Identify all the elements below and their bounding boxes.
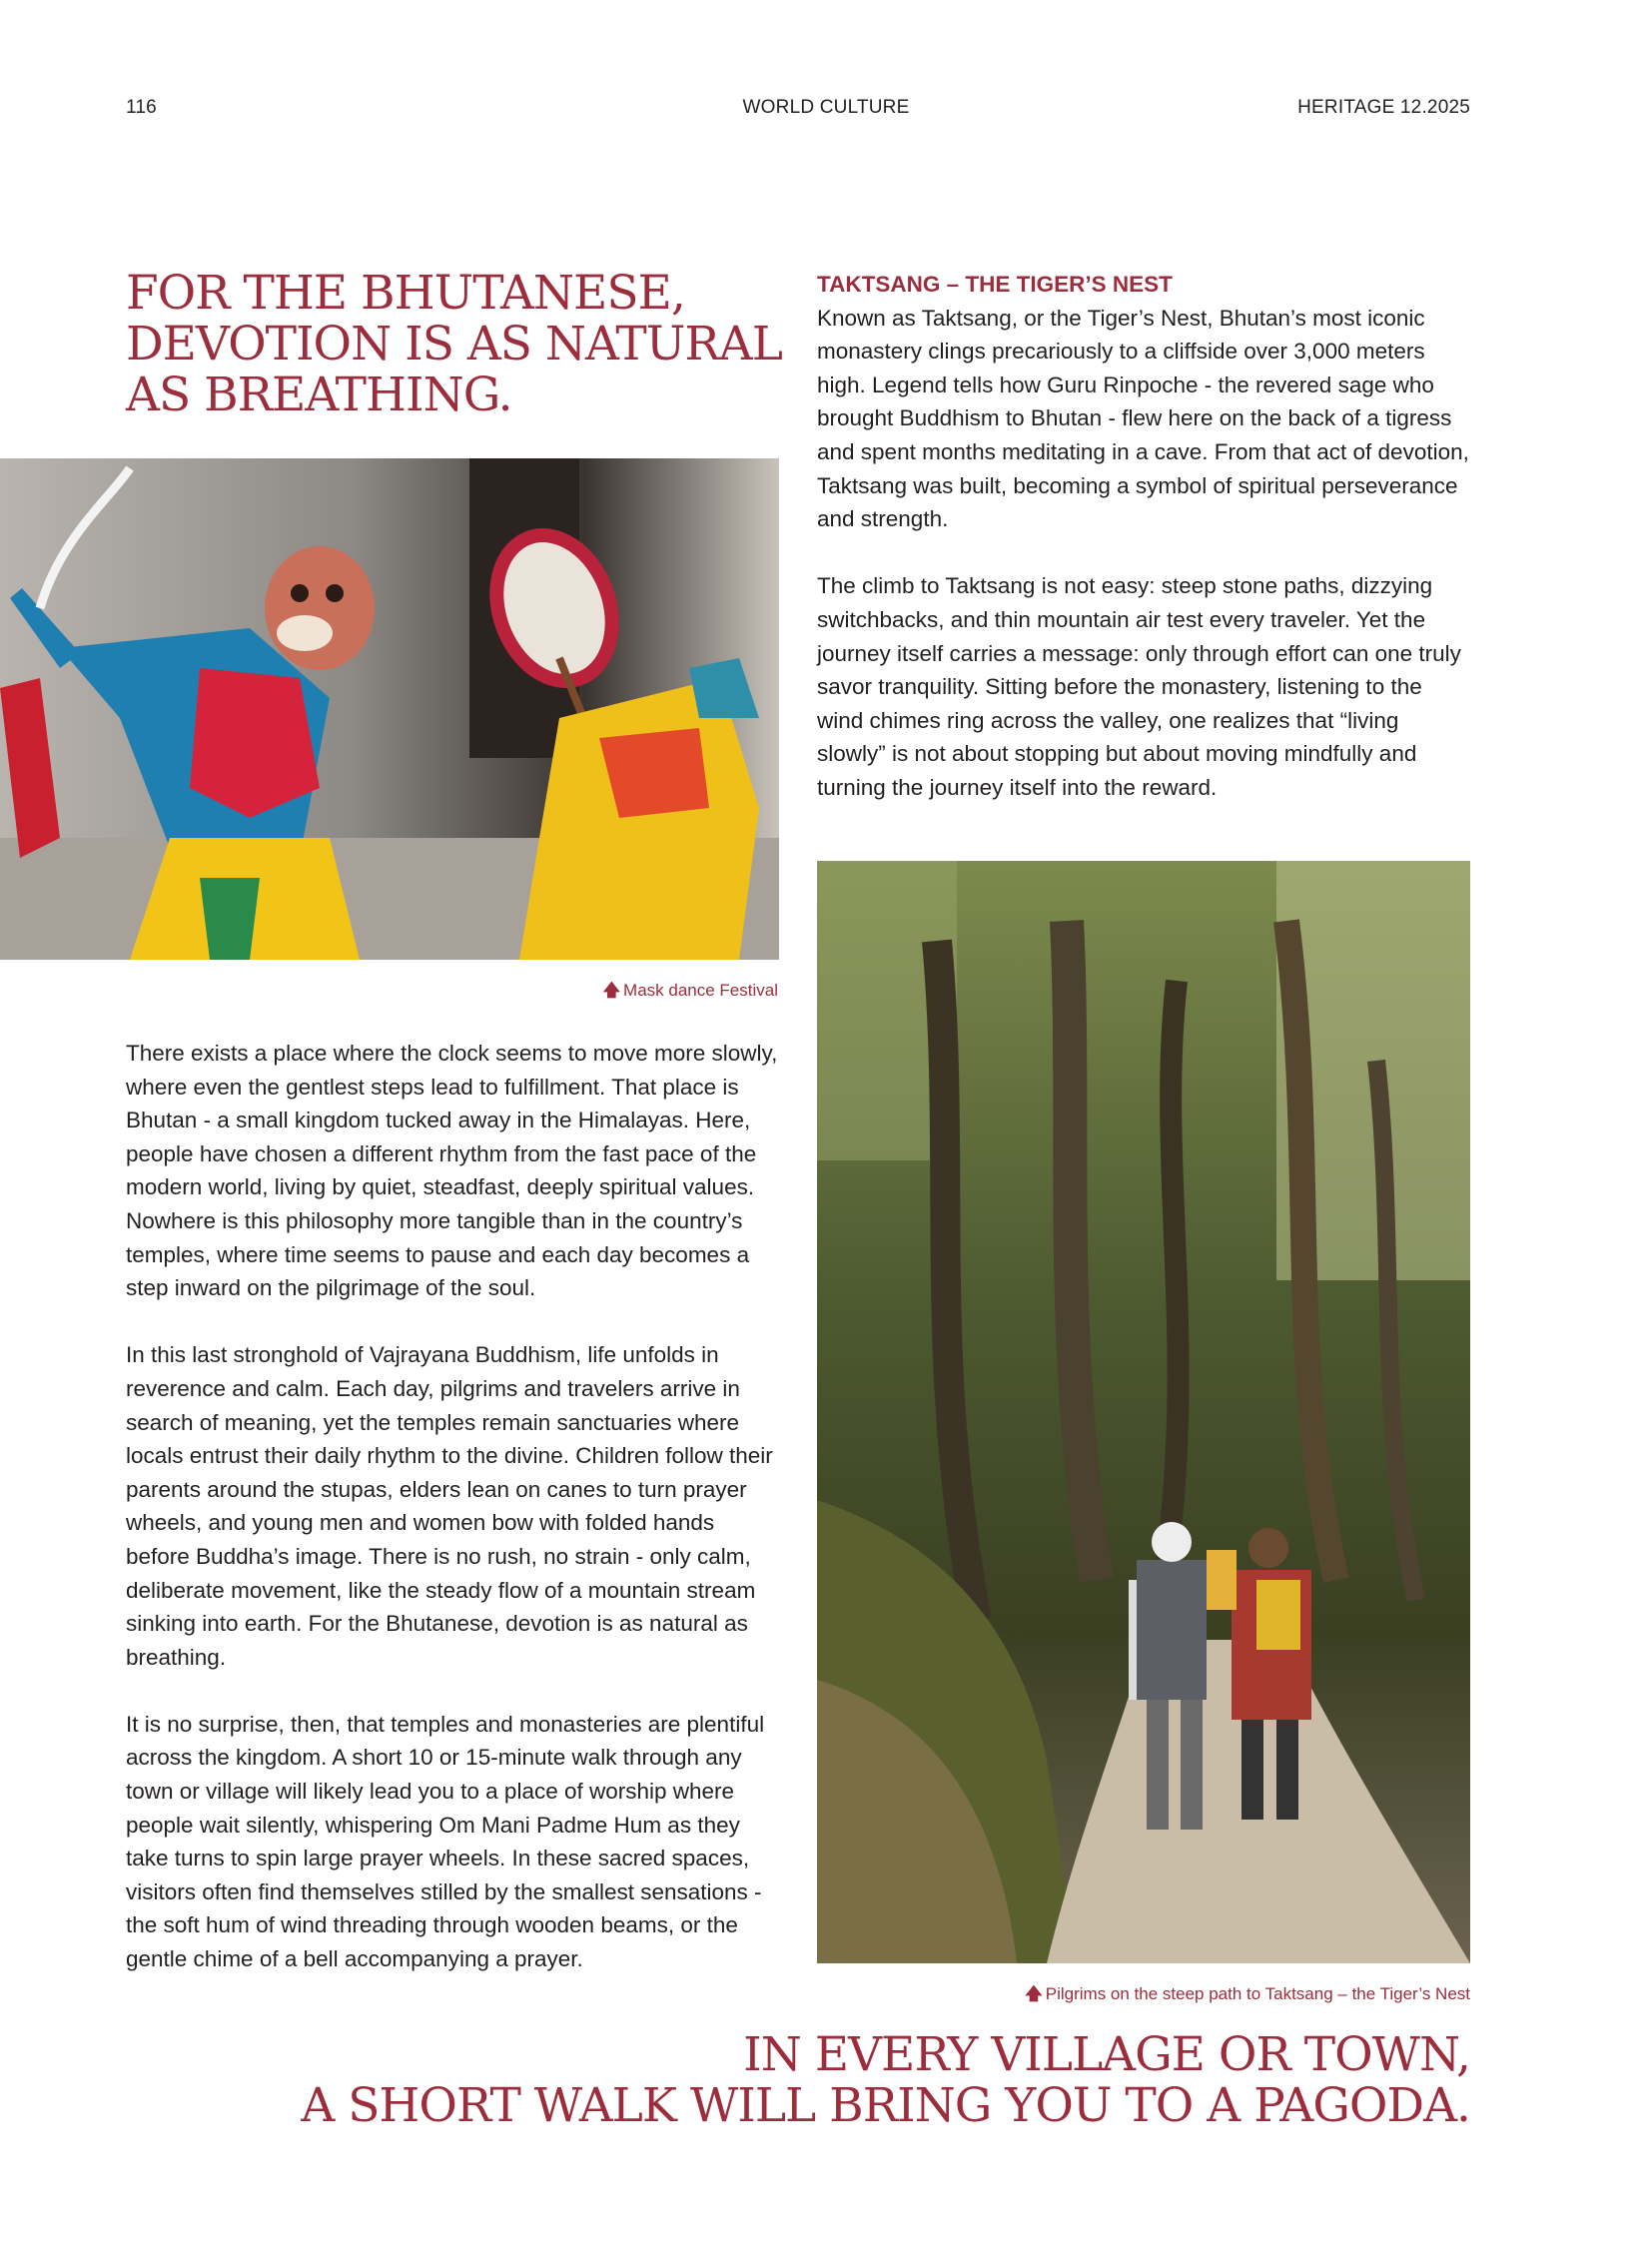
- article-left-column: [126, 1037, 779, 2009]
- paragraph: There exists a place where the clock seems to move more slowly, where even the gentlest steps lead to fulfillment. That place is Bhutan - a small kingdom tucked away in the Himalayas. Here, people have chosen a different rhythm from the fast pace of the modern world, living by quiet, steadfast, deeply spiritual values. Nowhere is this philosophy more tangible than in the country’s temples, where time seems to pause and each day becomes a step inward on the pilgrimage of the soul.: [126, 1041, 778, 1301]
- mask-dance-photo: [0, 458, 779, 960]
- caption-text: Mask dance Festival: [623, 981, 778, 1000]
- paragraph: It is no surprise, then, that temples and monasteries are plentiful across the kingdom. A short 10 or 15-minute walk through any town or village will likely lead you to a place of worship where people wait silently, whispering Om Mani Padme Hum as they take turns to spin large prayer wheels. In these sacred spaces, visitors often find themselves stilled by the smallest sensations - the soft hum of wind threading through wooden beams, or the gentle chime of a bell accompanying a prayer.: [126, 1711, 765, 1972]
- paragraph: In this last stronghold of Vajrayana Buddhism, life unfolds in reverence and calm. Each day, pilgrims and travelers arrive in search of meaning, yet the temples remain sanctuaries where locals entrust their daily rhythm to the divine. Children follow their parents around the stupas, elders lean on canes to turn prayer wheels, and young men and women bow with folded hands before Buddha’s image. There is no rush, no strain - only calm, deliberate movement, like the steady flow of a mountain stream sinking into earth. For the Bhutanese, devotion is as natural as breathing.: [126, 1342, 773, 1670]
- article-right-column: [817, 268, 1470, 838]
- issue-label: HERITAGE 12.2025: [1297, 97, 1470, 118]
- pullquote-bottom: [272, 2029, 1470, 2131]
- pullquote-line: A SHORT WALK WILL BRING YOU TO A PAGODA.: [301, 2078, 1470, 2133]
- paragraph: Known as Taktsang, or the Tiger’s Nest, Bhutan’s most iconic monastery clings precariously to a cliffside over 3,000 meters high. Legend tells how Guru Rinpoche - the revered sage who brought Buddhism to Bhutan - flew here on the back of a tigress and spent months meditating in a cave. From that act of devotion, Taktsang was built, becoming a symbol of spiritual perseverance and strength.: [817, 305, 1469, 532]
- section-heading: TAKTSANG – THE TIGER’S NEST: [817, 272, 1173, 297]
- arrow-up-icon: 🡅: [602, 981, 621, 1000]
- arrow-up-icon: 🡅: [1025, 1984, 1043, 2003]
- pullquote-top: [126, 268, 825, 420]
- pullquote-line: AS BREATHING.: [126, 368, 512, 422]
- pullquote-line: FOR THE BHUTANESE,: [126, 266, 685, 321]
- caption-mask-dance: [603, 978, 778, 1007]
- page-number: 116: [126, 97, 157, 118]
- paragraph: The climb to Taktsang is not easy: steep stone paths, dizzying switchbacks, and thin mountain air test every traveler. Yet the journey itself carries a message: only through effort can one truly savor tranquility. Sitting before the monastery, listening to the wind chimes ring across the valley, one realizes that “living slowly” is not about stopping but about moving mindfully and turning the journey itself into the reward.: [817, 573, 1461, 800]
- pullquote-line: IN EVERY VILLAGE OR TOWN,: [743, 2027, 1470, 2082]
- caption-trail: [1025, 1981, 1470, 2010]
- caption-text: Pilgrims on the steep path to Taktsang – the Tiger’s Nest: [1045, 1984, 1470, 2003]
- section-title: WORLD CULTURE: [742, 97, 910, 118]
- pilgrims-trail-photo: [817, 861, 1470, 1963]
- pullquote-line: DEVOTION IS AS NATURAL: [126, 317, 782, 372]
